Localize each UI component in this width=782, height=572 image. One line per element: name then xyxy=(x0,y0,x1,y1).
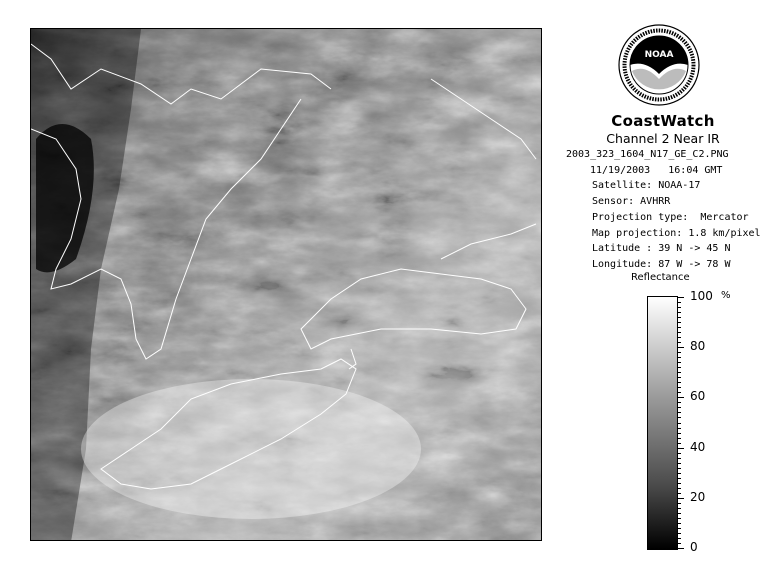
colorbar-minor-tick xyxy=(678,468,681,469)
colorbar-minor-tick xyxy=(678,382,681,383)
colorbar-minor-tick xyxy=(678,458,681,459)
colorbar-minor-tick xyxy=(678,322,681,323)
colorbar-minor-tick xyxy=(678,372,681,373)
colorbar-minor-tick xyxy=(678,312,681,313)
colorbar-minor-tick xyxy=(678,332,681,333)
colorbar-major-tick xyxy=(678,297,684,298)
colorbar-major-tick xyxy=(678,448,684,449)
colorbar-minor-tick xyxy=(678,518,681,519)
channel-title: Channel 2 Near IR xyxy=(606,131,720,146)
colorbar-minor-tick xyxy=(678,412,681,413)
cloud-reflectance-map xyxy=(31,29,542,541)
colorbar-minor-tick xyxy=(678,428,681,429)
colorbar-major-tick xyxy=(678,498,684,499)
colorbar-minor-tick xyxy=(678,528,681,529)
colorbar-minor-tick xyxy=(678,337,681,338)
colorbar-tick-label: 100 xyxy=(690,289,713,303)
acquisition-date-time: 11/19/2003 16:04 GMT xyxy=(590,164,723,176)
colorbar-minor-tick xyxy=(678,352,681,353)
colorbar-minor-tick xyxy=(678,387,681,388)
colorbar-minor-tick xyxy=(678,423,681,424)
colorbar-minor-tick xyxy=(678,523,681,524)
satellite-image xyxy=(30,28,542,541)
colorbar-tick-label: 60 xyxy=(690,389,706,404)
colorbar-minor-tick xyxy=(678,302,681,303)
map-projection: Map projection: 1.8 km/pixel xyxy=(592,227,761,239)
projection-type: Projection type: Mercator xyxy=(592,211,749,223)
colorbar-minor-tick xyxy=(678,317,681,318)
colorbar-minor-tick xyxy=(678,488,681,489)
colorbar-minor-tick xyxy=(678,392,681,393)
longitude-range: Longitude: 87 W -> 78 W xyxy=(592,258,731,270)
colorbar-minor-tick xyxy=(678,483,681,484)
colorbar-minor-tick xyxy=(678,367,681,368)
colorbar-minor-tick xyxy=(678,543,681,544)
colorbar-major-tick xyxy=(678,347,684,348)
filename: 2003_323_1604_N17_GE_C2.PNG xyxy=(566,149,729,160)
colorbar-minor-tick xyxy=(678,478,681,479)
colorbar-minor-tick xyxy=(678,342,681,343)
colorbar-tick-label: 40 xyxy=(690,439,706,454)
colorbar-major-tick xyxy=(678,548,684,549)
colorbar-minor-tick xyxy=(678,357,681,358)
colorbar-minor-tick xyxy=(678,433,681,434)
image-metadata-panel xyxy=(566,112,766,273)
brand-title: CoastWatch xyxy=(611,112,715,130)
colorbar-minor-tick xyxy=(678,453,681,454)
colorbar-minor-tick xyxy=(678,307,681,308)
colorbar-minor-tick xyxy=(678,407,681,408)
colorbar-major-tick xyxy=(678,397,684,398)
colorbar-tick-label: 80 xyxy=(690,339,706,354)
colorbar-minor-tick xyxy=(678,508,681,509)
reflectance-colorbar xyxy=(647,296,678,550)
colorbar-minor-tick xyxy=(678,402,681,403)
colorbar-minor-tick xyxy=(678,377,681,378)
colorbar-tick-label: 0 xyxy=(690,540,698,554)
colorbar-minor-tick xyxy=(678,417,681,418)
svg-text:NOAA: NOAA xyxy=(644,50,674,60)
colorbar-tick-label: 20 xyxy=(690,489,706,504)
noaa-logo xyxy=(618,24,700,106)
colorbar-minor-tick xyxy=(678,438,681,439)
colorbar-minor-tick xyxy=(678,513,681,514)
satellite-label: Satellite: NOAA-17 xyxy=(592,180,701,192)
sensor-label: Sensor: AVHRR xyxy=(592,196,671,208)
noaa-seal-icon xyxy=(618,24,700,106)
colorbar-minor-tick xyxy=(678,493,681,494)
colorbar-minor-tick xyxy=(678,473,681,474)
colorbar-minor-tick xyxy=(678,503,681,504)
colorbar-minor-tick xyxy=(678,533,681,534)
colorbar-minor-tick xyxy=(678,443,681,444)
latitude-range: Latitude : 39 N -> 45 N xyxy=(592,243,731,255)
legend-unit: % xyxy=(721,290,731,301)
colorbar-minor-tick xyxy=(678,538,681,539)
colorbar-minor-tick xyxy=(678,327,681,328)
colorbar-minor-tick xyxy=(678,463,681,464)
colorbar-minor-tick xyxy=(678,362,681,363)
legend-title: Reflectance xyxy=(631,272,690,283)
